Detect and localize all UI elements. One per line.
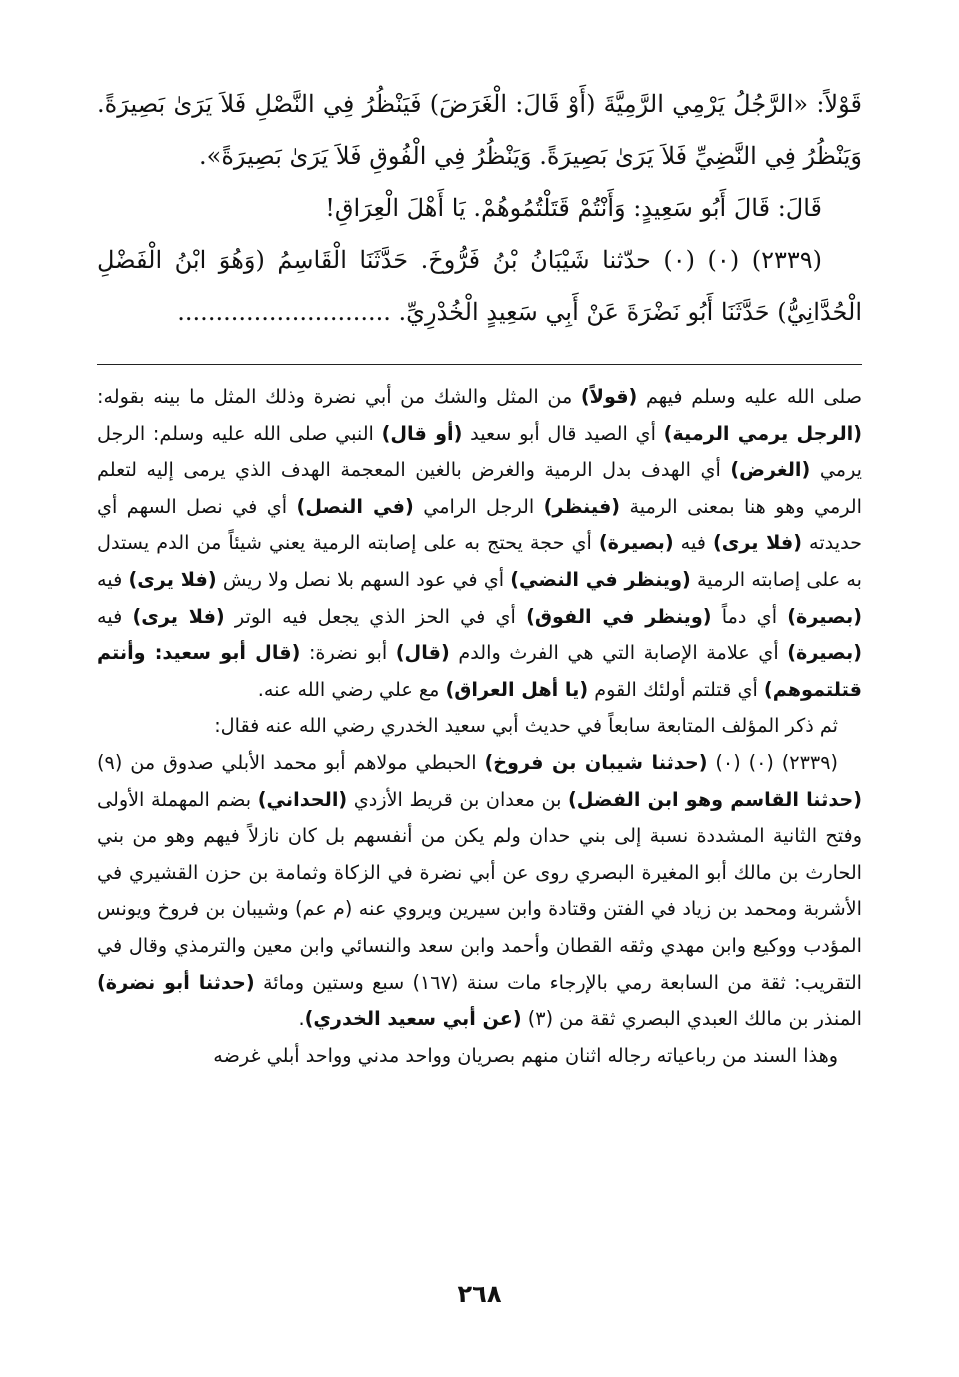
- hadith-paragraph-1: قَوْلاً: «الرَّجُلُ يَرْمِي الرَّمِيَّةَ (أَوْ قَالَ: الْغَرَضَ) فَيَنْظُرُ فِي النَّصْلِ فَلاَ يَرَىٰ بَصِيرَةً. وَيَنْظُرُ فِي النَّضِيِّ فَلاَ يَرَىٰ بَصِيرَةً. وَيَنْظُرُ فِي الْفُوقِ فَلاَ يَرَىٰ بَصِيرَةً».: [97, 90, 862, 170]
- hadith-paragraph-3: (٢٣٣٩) (٠) (٠) حدّثنا شَيْبَانُ بْنُ فَرُّوخَ. حَدَّثَنَا الْقَاسِمُ (وَهُوَ ابْنُ الْفَضْلِ الْحُدَّانِيُّ) حَدَّثَنَا أَبُو نَضْرَةَ عَنْ أَبِي سَعِيدٍ الْخُدْرِيِّ. ............................: [97, 246, 862, 326]
- bold-quoted-phrase: (بصيرة): [598, 531, 674, 555]
- commentary-text: أبو نضرة:: [300, 641, 396, 665]
- bold-quoted-phrase: (الغرض): [730, 458, 811, 482]
- commentary-text: بن معدان بن قريط الأزدي: [347, 787, 569, 811]
- commentary-text: من المثل والشك من أبي نضرة وذلك المثل ما بينه بقوله:: [97, 385, 581, 408]
- bold-quoted-phrase: (قال أبو سعيد: وأنتم قتلتموهم): [97, 641, 862, 701]
- commentary-paragraph-3: [97, 745, 862, 1038]
- bold-quoted-phrase: (بصيرة): [787, 641, 862, 665]
- commentary-text: أي الصيد قال أبو سعيد: [462, 421, 664, 445]
- commentary-text: أي في نصل السهم أي حديدته: [97, 494, 863, 555]
- bold-quoted-phrase: (فينظر): [543, 494, 621, 518]
- bold-quoted-phrase: (فلا يرى): [128, 567, 217, 591]
- bold-quoted-phrase: (بصيرة): [787, 604, 862, 628]
- bold-quoted-phrase: (عن أبي سعيد الخدري): [304, 1007, 522, 1031]
- commentary-text: الحبطي مولاهم أبو محمد الأبلي صدوق من (٩): [97, 750, 485, 774]
- footnote-divider: [97, 364, 862, 365]
- bold-quoted-phrase: (قال): [395, 641, 450, 665]
- commentary-text: .: [298, 1007, 305, 1031]
- commentary-text: بضم المهملة الأولى وفتح الثانية المشددة نسبة إلى بني حدان ولم يكن من أنفسهم بل كان نازلاً فيهم وهو من بني الحارث بن مالك أبو المغيرة البصري روى عن أبي نضرة في الزكاة وثمامة بن حزن القشيري في الأشربة ومحمد بن زياد في الفتن وقتادة وابن سيرين ويروي عنه (م عم) وشيبان بن فروخ ويونس المؤدب ووكيع وابن مهدي وثقه القطان وأحمد وابن سعد والنسائي وابن معين والترمذي وقال في التقريب: ثقة من السابعة رمي بالإرجاء مات سنة (١٦٧) سبع وستين ومائة: [97, 787, 862, 994]
- commentary-text: وهذا السند من رباعياته رجاله اثنان منهم بصريان وواحد مدني وواحد أبلي غرضه: [213, 1043, 838, 1067]
- commentary-text: الرجل الرامي: [413, 494, 544, 518]
- commentary-text: (٢٣٣٩) (٠) (٠): [707, 750, 839, 774]
- bold-quoted-phrase: (في النصل): [296, 494, 414, 518]
- bold-quoted-phrase: (فلا يرى): [132, 604, 225, 628]
- bold-quoted-phrase: (الرجل يرمي الرمية): [663, 421, 862, 445]
- bold-quoted-phrase: (وينظر في النضي): [510, 567, 691, 591]
- commentary-paragraph-1: [97, 379, 862, 708]
- commentary-text: أي علامة الإصابة التي هي الفرث والدم: [449, 641, 788, 665]
- hadith-paragraph-2: قَالَ: قَالَ أَبُو سَعِيدٍ: وَأَنْتُمْ قَتَلْتُمُوهُمْ. يَا أَهْلَ الْعِرَاقِ!: [325, 194, 822, 222]
- commentary-text: ثم ذكر المؤلف المتابعة سابعاً في حديث أبي سعيد الخدري رضي الله عنه فقال:: [214, 714, 838, 738]
- bold-quoted-phrase: (الحداني): [257, 787, 348, 811]
- bold-quoted-phrase: (قولاً): [580, 385, 638, 408]
- bold-quoted-phrase: (يا أهل العراق): [445, 677, 589, 701]
- commentary-text: المنذر بن مالك العبدي البصري ثقة من (٣): [521, 1007, 862, 1031]
- bold-quoted-phrase: (فلا يرى): [712, 531, 802, 555]
- commentary-text: أي قتلتم أولئك القوم: [588, 677, 764, 701]
- page-number: ٢٦٨: [457, 1280, 502, 1308]
- bold-quoted-phrase: (حدثنا أبو نضرة): [97, 970, 255, 994]
- commentary-text: مع علي رضي الله عنه.: [257, 677, 446, 701]
- commentary-text: النبي صلى الله عليه وسلم: الرجل يرمي: [97, 421, 863, 482]
- commentary-paragraph-4: [97, 1038, 862, 1075]
- commentary-text: صلى الله عليه وسلم فيهم: [637, 385, 862, 408]
- commentary-paragraph-2: [97, 708, 862, 745]
- commentary-text: أي في الحز الذي يجعل فيه الوتر: [224, 604, 527, 628]
- bold-quoted-phrase: (أو قال): [381, 421, 463, 445]
- commentary-block: [97, 379, 862, 1074]
- commentary-text: فيه: [97, 604, 133, 628]
- bold-quoted-phrase: (وينظر في الفوق): [526, 604, 712, 628]
- bold-quoted-phrase: (حدثنا القاسم وهو ابن الفضل): [568, 787, 863, 811]
- commentary-text: أي حجة يحتج به على إصابته الرمية يعني شيئاً من الدم يستدل به على إصابته الرمية: [97, 531, 863, 591]
- commentary-text: أي في عود السهم بلا نصل ولا ريش: [216, 567, 511, 591]
- commentary-text: أي الهدف بدل الرمية والغرض بالغين المعجمة الهدف الذي يرمى إليه لتعلم الرمي وهو هنا بمعنى الرمية: [97, 458, 862, 518]
- commentary-text: فيه: [673, 531, 713, 555]
- hadith-text-block: [97, 78, 862, 338]
- bold-quoted-phrase: (حدثنا شيبان بن فروخ): [484, 750, 708, 774]
- commentary-text: فيه: [97, 567, 129, 591]
- commentary-text: أي دماً: [711, 604, 788, 628]
